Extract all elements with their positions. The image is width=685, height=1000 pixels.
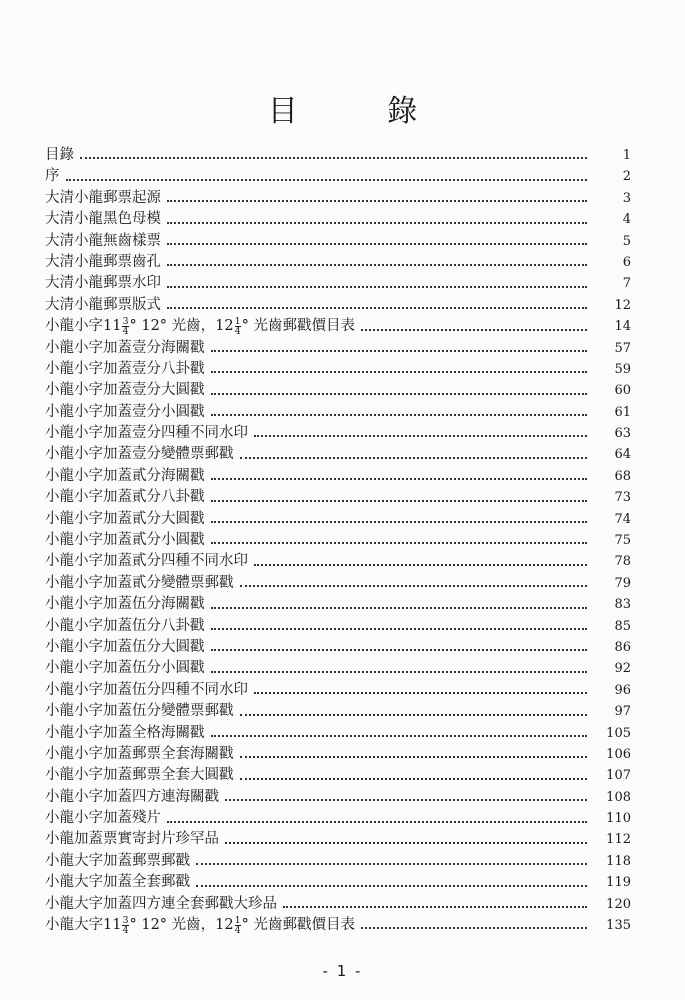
dot-leader bbox=[240, 778, 588, 780]
toc-entry-text: ° 12° 光齒，12 bbox=[129, 318, 234, 335]
toc-entry-text: 小龍小字加蓋貳分大圓戳 bbox=[45, 510, 205, 527]
dot-leader bbox=[240, 756, 588, 758]
toc-entry bbox=[45, 402, 631, 423]
toc-entry-title bbox=[45, 594, 205, 615]
toc-entry-text: 小龍小字加蓋全格海關戳 bbox=[45, 724, 205, 741]
fraction-numerator: 1 bbox=[234, 915, 241, 926]
toc-entry-text: 小龍小字加蓋壹分小圓戳 bbox=[45, 403, 205, 420]
toc-entry-title bbox=[45, 166, 60, 187]
dot-leader bbox=[80, 157, 587, 159]
toc-entry-page: 96 bbox=[614, 682, 631, 698]
toc-entry-text: 小龍小字加蓋壹分四種不同水印 bbox=[45, 425, 248, 442]
toc-entry-text: 小龍加蓋票實寄封片珍罕品 bbox=[45, 831, 219, 848]
toc-entry-text: 大清小龍郵票齒孔 bbox=[45, 253, 161, 270]
dot-leader bbox=[167, 307, 587, 309]
toc-entry-title bbox=[45, 487, 205, 508]
toc-entry-title bbox=[45, 380, 205, 401]
fraction bbox=[122, 317, 128, 336]
fraction bbox=[235, 916, 241, 935]
toc-entry-title bbox=[45, 787, 219, 808]
toc-entry-page: 108 bbox=[606, 789, 631, 805]
toc-entry-text: 目錄 bbox=[45, 146, 74, 163]
toc-entry-page: 86 bbox=[614, 639, 631, 655]
toc-entry bbox=[45, 530, 631, 551]
toc-entry bbox=[45, 915, 631, 936]
dot-leader bbox=[361, 927, 587, 929]
toc-entry-title bbox=[45, 744, 234, 765]
toc-entry-text: 小龍小字加蓋貳分四種不同水印 bbox=[45, 553, 248, 570]
dot-leader bbox=[211, 649, 588, 651]
toc-entry-title bbox=[45, 209, 161, 230]
toc-entry bbox=[45, 252, 631, 273]
dot-leader bbox=[225, 842, 587, 844]
toc-entry bbox=[45, 851, 631, 872]
dot-leader bbox=[211, 500, 588, 502]
dot-leader bbox=[167, 286, 587, 288]
toc-entry-text: 序 bbox=[45, 168, 60, 185]
toc-entry-page: 119 bbox=[606, 875, 631, 891]
page-title: 目 錄 bbox=[267, 94, 458, 129]
toc-entry-text: 大清小龍郵票版式 bbox=[45, 296, 161, 313]
toc-entry bbox=[45, 359, 631, 380]
toc-entry-page: 75 bbox=[614, 533, 631, 549]
toc-entry-page: 6 bbox=[622, 254, 631, 270]
toc-entry bbox=[45, 487, 631, 508]
toc-entry-text: 大清小龍黑色母模 bbox=[45, 211, 161, 228]
toc-entry-title bbox=[45, 701, 234, 722]
toc-entry-page: 2 bbox=[622, 169, 631, 185]
toc-entry-page: 120 bbox=[606, 896, 631, 912]
toc-entry-text: 小龍小字加蓋郵票全套海關戳 bbox=[45, 745, 234, 762]
dot-leader bbox=[254, 564, 587, 566]
toc-entry bbox=[45, 787, 631, 808]
toc-entry-page: 68 bbox=[614, 468, 631, 484]
toc-entry-page: 14 bbox=[614, 319, 631, 335]
dot-leader bbox=[225, 799, 587, 801]
toc-entry-title bbox=[45, 637, 205, 658]
fraction-denominator: 4 bbox=[234, 325, 241, 337]
toc-entry-page: 3 bbox=[622, 190, 631, 206]
toc-entry-text: 大清小龍無齒樣票 bbox=[45, 232, 161, 249]
toc-entry bbox=[45, 231, 631, 252]
dot-leader bbox=[211, 542, 588, 544]
toc-entry-title bbox=[45, 338, 205, 359]
toc-entry-page: 85 bbox=[614, 618, 631, 634]
toc-entry-title bbox=[45, 359, 205, 380]
dot-leader bbox=[211, 628, 588, 630]
toc-entry bbox=[45, 830, 631, 851]
toc-entry bbox=[45, 594, 631, 615]
toc-entry bbox=[45, 894, 631, 915]
fraction-denominator: 4 bbox=[234, 924, 241, 936]
dot-leader bbox=[167, 264, 587, 266]
toc-entry bbox=[45, 744, 631, 765]
toc-entry-page: 97 bbox=[614, 704, 631, 720]
toc-entry-text: 小龍小字加蓋殘片 bbox=[45, 810, 161, 827]
toc-entry-text: 小龍小字加蓋伍分大圓戳 bbox=[45, 638, 205, 655]
toc-entry-title bbox=[45, 188, 161, 209]
dot-leader bbox=[167, 222, 587, 224]
toc-entry bbox=[45, 273, 631, 294]
dot-leader bbox=[196, 863, 587, 865]
toc-entry-page: 92 bbox=[614, 661, 631, 677]
toc-entry-text: 小龍小字加蓋壹分變體票郵戳 bbox=[45, 446, 234, 463]
dot-leader bbox=[211, 414, 588, 416]
toc-entry-title bbox=[45, 616, 205, 637]
toc-entry-page: 106 bbox=[606, 746, 631, 762]
toc-entry bbox=[45, 765, 631, 786]
toc-entry bbox=[45, 380, 631, 401]
toc-entry-text: 小龍小字加蓋伍分八卦戳 bbox=[45, 617, 205, 634]
dot-leader bbox=[66, 179, 588, 181]
toc-entry bbox=[45, 573, 631, 594]
dot-leader bbox=[211, 671, 588, 673]
toc-entry-text: 小龍小字加蓋貳分小圓戳 bbox=[45, 532, 205, 549]
toc-entry-page: 73 bbox=[614, 490, 631, 506]
dot-leader bbox=[167, 821, 587, 823]
dot-leader bbox=[240, 585, 588, 587]
dot-leader bbox=[254, 692, 587, 694]
toc-entry-title bbox=[45, 765, 234, 786]
toc-entry-text: 小龍小字加蓋貳分八卦戳 bbox=[45, 489, 205, 506]
toc-entry-page: 112 bbox=[606, 832, 631, 848]
toc-entry bbox=[45, 145, 631, 166]
fraction-numerator: 3 bbox=[122, 915, 129, 926]
toc-entry bbox=[45, 466, 631, 487]
table-of-contents bbox=[45, 145, 631, 936]
toc-entry-page: 12 bbox=[614, 297, 631, 313]
fraction-numerator: 1 bbox=[234, 316, 241, 327]
toc-entry bbox=[45, 637, 631, 658]
toc-entry-title bbox=[45, 551, 248, 572]
toc-entry-title bbox=[45, 295, 161, 316]
dot-leader bbox=[211, 521, 588, 523]
toc-entry bbox=[45, 616, 631, 637]
toc-entry-text: 大清小龍郵票起源 bbox=[45, 189, 161, 206]
toc-entry bbox=[45, 723, 631, 744]
toc-entry bbox=[45, 423, 631, 444]
toc-entry bbox=[45, 872, 631, 893]
toc-entry-text: 小龍小字加蓋伍分變體票郵戳 bbox=[45, 703, 234, 720]
toc-entry-text: 小龍小字加蓋郵票全套大圓戳 bbox=[45, 767, 234, 784]
toc-entry-title bbox=[45, 680, 248, 701]
toc-entry bbox=[45, 509, 631, 530]
toc-entry bbox=[45, 808, 631, 829]
toc-entry-page: 61 bbox=[614, 404, 631, 420]
toc-entry-text: 小龍小字加蓋伍分海關戳 bbox=[45, 596, 205, 613]
toc-entry-title bbox=[45, 145, 74, 166]
toc-entry-title bbox=[45, 723, 205, 744]
toc-entry bbox=[45, 701, 631, 722]
toc-entry bbox=[45, 658, 631, 679]
dot-leader bbox=[167, 243, 587, 245]
toc-entry-text: 大清小龍郵票水印 bbox=[45, 275, 161, 292]
toc-entry-text: 小龍小字加蓋伍分小圓戳 bbox=[45, 660, 205, 677]
toc-entry-page: 105 bbox=[606, 725, 631, 741]
toc-entry-title bbox=[45, 316, 355, 337]
toc-entry-text: 小龍小字加蓋壹分大圓戳 bbox=[45, 382, 205, 399]
toc-entry-title bbox=[45, 402, 205, 423]
toc-entry-page: 4 bbox=[622, 212, 631, 228]
dot-leader bbox=[211, 393, 588, 395]
toc-entry-text: 小龍大字加蓋郵票郵戳 bbox=[45, 852, 190, 869]
toc-entry bbox=[45, 295, 631, 316]
toc-entry-page: 64 bbox=[614, 447, 631, 463]
dot-leader bbox=[254, 435, 587, 437]
toc-entry-text: ° 光齒郵戳價目表 bbox=[241, 917, 356, 934]
toc-entry-title bbox=[45, 530, 205, 551]
toc-entry-page: 78 bbox=[614, 554, 631, 570]
toc-entry-page: 59 bbox=[614, 361, 631, 377]
toc-entry-title bbox=[45, 894, 277, 915]
toc-entry-page: 63 bbox=[614, 426, 631, 442]
toc-entry-title bbox=[45, 851, 190, 872]
page-number: - 1 - bbox=[322, 962, 363, 980]
dot-leader bbox=[283, 906, 587, 908]
fraction bbox=[235, 317, 241, 336]
toc-entry bbox=[45, 209, 631, 230]
toc-entry-page: 60 bbox=[614, 383, 631, 399]
dot-leader bbox=[167, 200, 587, 202]
toc-entry-title bbox=[45, 509, 205, 530]
dot-leader bbox=[211, 735, 588, 737]
toc-entry-title bbox=[45, 231, 161, 252]
toc-entry-title bbox=[45, 808, 161, 829]
toc-entry-text: 小龍小字加蓋四方連海關戳 bbox=[45, 788, 219, 805]
dot-leader bbox=[211, 607, 588, 609]
toc-entry-title bbox=[45, 273, 161, 294]
toc-entry-page: 79 bbox=[614, 575, 631, 591]
toc-entry-page: 1 bbox=[622, 147, 631, 163]
toc-entry-title bbox=[45, 830, 219, 851]
toc-entry-page: 118 bbox=[606, 853, 631, 869]
toc-entry-page: 5 bbox=[622, 233, 631, 249]
toc-entry bbox=[45, 444, 631, 465]
toc-entry-title bbox=[45, 872, 190, 893]
toc-entry bbox=[45, 551, 631, 572]
fraction bbox=[122, 916, 128, 935]
dot-leader bbox=[196, 885, 587, 887]
toc-entry bbox=[45, 166, 631, 187]
dot-leader bbox=[211, 350, 588, 352]
dot-leader bbox=[240, 457, 588, 459]
toc-entry-page: 135 bbox=[606, 918, 631, 934]
fraction-denominator: 4 bbox=[122, 924, 129, 936]
toc-entry bbox=[45, 188, 631, 209]
toc-entry-page: 107 bbox=[606, 768, 631, 784]
toc-entry-title bbox=[45, 573, 234, 594]
toc-entry-title bbox=[45, 658, 205, 679]
toc-entry-text: ° 12° 光齒，12 bbox=[129, 917, 234, 934]
toc-entry-text: 小龍小字加蓋壹分海關戳 bbox=[45, 339, 205, 356]
toc-entry-page: 83 bbox=[614, 597, 631, 613]
toc-entry-page: 74 bbox=[614, 511, 631, 527]
toc-entry-title bbox=[45, 444, 234, 465]
toc-entry-title bbox=[45, 466, 205, 487]
fraction-denominator: 4 bbox=[122, 325, 129, 337]
toc-entry-text: 小龍大字加蓋四方連全套郵戳大珍品 bbox=[45, 895, 277, 912]
dot-leader bbox=[240, 714, 588, 716]
toc-entry-text: 小龍小字加蓋伍分四種不同水印 bbox=[45, 681, 248, 698]
toc-entry bbox=[45, 316, 631, 337]
fraction-numerator: 3 bbox=[122, 316, 129, 327]
toc-entry-text: 小龍大字加蓋全套郵戳 bbox=[45, 874, 190, 891]
dot-leader bbox=[211, 371, 588, 373]
toc-entry-text: 小龍小字加蓋貳分變體票郵戳 bbox=[45, 574, 234, 591]
toc-entry-text: 小龍小字加蓋貳分海關戳 bbox=[45, 467, 205, 484]
toc-entry-text: 小龍大字11 bbox=[45, 917, 122, 934]
dot-leader bbox=[361, 329, 587, 331]
toc-entry-text: 小龍小字加蓋壹分八卦戳 bbox=[45, 360, 205, 377]
toc-entry-page: 110 bbox=[606, 811, 631, 827]
toc-entry-title bbox=[45, 423, 248, 444]
toc-entry-text: 小龍小字11 bbox=[45, 318, 122, 335]
toc-entry-title bbox=[45, 915, 355, 936]
toc-entry bbox=[45, 338, 631, 359]
toc-entry-title bbox=[45, 252, 161, 273]
dot-leader bbox=[211, 478, 588, 480]
toc-entry-page: 7 bbox=[622, 276, 631, 292]
toc-entry bbox=[45, 680, 631, 701]
toc-entry-text: ° 光齒郵戳價目表 bbox=[241, 318, 356, 335]
toc-entry-page: 57 bbox=[614, 340, 631, 356]
